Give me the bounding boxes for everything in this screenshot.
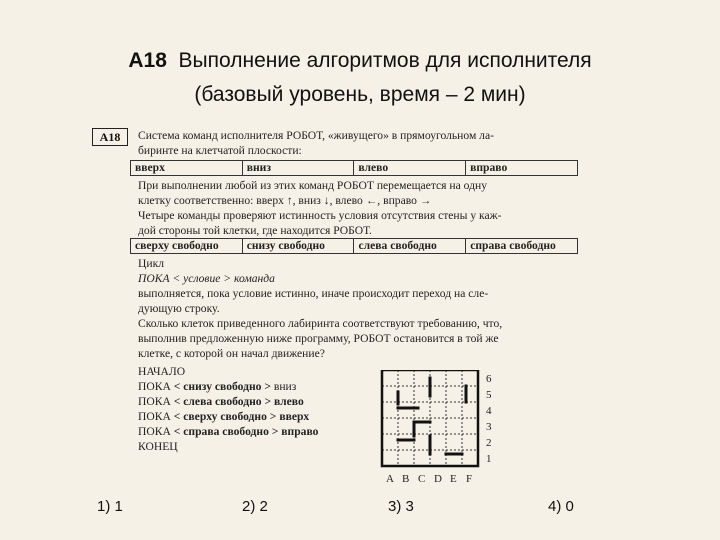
- cmd-down: вниз: [242, 161, 354, 176]
- col-label: F: [466, 473, 473, 485]
- checks-desc-2: дой стороны той клетки, где находится РОБОТ.: [138, 224, 372, 237]
- cmd-left: влево: [354, 161, 466, 176]
- kw: ПОКА: [138, 425, 171, 438]
- kw: ПОКА: [138, 395, 171, 408]
- intro-line-2: биринте на клетчатой плоскости:: [138, 144, 302, 157]
- col-label: A: [386, 473, 394, 485]
- check-right: справа свободно: [466, 239, 578, 254]
- condition: < снизу свободно >: [173, 380, 271, 393]
- program-end: КОНЕЦ: [138, 440, 178, 453]
- loop-desc-2: дующую строку.: [138, 302, 220, 315]
- condition: < справа свободно >: [173, 425, 279, 438]
- answer-option-3[interactable]: 3) 3: [388, 498, 414, 515]
- task-badge: A18: [92, 128, 128, 146]
- check-up: сверху свободно: [131, 239, 243, 254]
- kw: ПОКА: [138, 380, 171, 393]
- slide-title-line2: (базовый уровень, время – 2 мин): [194, 83, 526, 106]
- command: влево: [274, 395, 304, 408]
- check-left: слева свободно: [354, 239, 466, 254]
- answer-option-1[interactable]: 1) 1: [97, 498, 123, 515]
- program-begin: НАЧАЛО: [138, 365, 186, 378]
- program-line-3: [138, 409, 318, 424]
- condition: < слева свободно >: [173, 395, 272, 408]
- row-label: 6: [486, 373, 492, 385]
- condition: < сверху свободно >: [173, 410, 277, 423]
- row-label: 3: [486, 421, 492, 433]
- checks-desc-1: Четыре команды проверяют истинность условия отсутствия стены у каж-: [138, 209, 502, 222]
- title-text: Выполнение алгоритмов для исполнителя: [178, 49, 592, 72]
- maze-diagram: [378, 370, 508, 488]
- moves-desc-2: клетку соответственно: вверх ↑, вниз ↓, влево ←, вправо →: [138, 194, 432, 207]
- loop-description: [138, 256, 502, 361]
- check-down: снизу свободно: [242, 239, 354, 254]
- col-label: C: [418, 473, 426, 485]
- kw: ПОКА: [138, 410, 171, 423]
- row-label: 2: [486, 437, 492, 449]
- row-label: 5: [486, 389, 492, 401]
- program-line-2: [138, 394, 318, 409]
- moves-desc-1: При выполнении любой из этих команд РОБОТ перемещается на одну: [138, 179, 488, 192]
- col-label: D: [434, 473, 442, 485]
- answer-option-2[interactable]: 2) 2: [242, 498, 268, 515]
- cmd-right: вправо: [466, 161, 578, 176]
- command: вправо: [281, 425, 319, 438]
- cmd-up: вверх: [131, 161, 243, 176]
- col-label: B: [402, 473, 410, 485]
- program-line-1: [138, 379, 318, 394]
- col-label: E: [450, 473, 457, 485]
- move-commands-table: [130, 160, 578, 176]
- check-commands-table: [130, 238, 578, 254]
- answer-options: [0, 498, 720, 522]
- task-intro: [138, 128, 494, 158]
- slide-title-line1: [0, 48, 720, 74]
- intro-line-1: Система команд исполнителя РОБОТ, «живущего» в прямоугольном ла-: [138, 129, 494, 142]
- loop-syntax: ПОКА < условие > команда: [138, 272, 275, 285]
- program-line-4: [138, 424, 318, 439]
- loop-desc-1: выполняется, пока условие истинно, иначе происходит переход на сле-: [138, 287, 489, 300]
- command: вверх: [279, 410, 310, 423]
- maze-inner-walls: [398, 378, 466, 454]
- question-3: клетке, с которой он начал движение?: [138, 347, 325, 360]
- question-1: Сколько клеток приведенного лабиринта соответствуют требованию, что,: [138, 317, 503, 330]
- row-label: 4: [486, 405, 492, 417]
- program-listing: [138, 364, 318, 454]
- row-label: 1: [486, 453, 492, 465]
- loop-title: Цикл: [138, 257, 164, 270]
- answer-option-4[interactable]: 4) 0: [548, 498, 574, 515]
- command: вниз: [273, 380, 297, 393]
- moves-description: [138, 178, 502, 238]
- task-code: A18: [128, 49, 167, 72]
- question-2: выполнив предложенную ниже программу, РОБОТ остановится в той же: [138, 332, 499, 345]
